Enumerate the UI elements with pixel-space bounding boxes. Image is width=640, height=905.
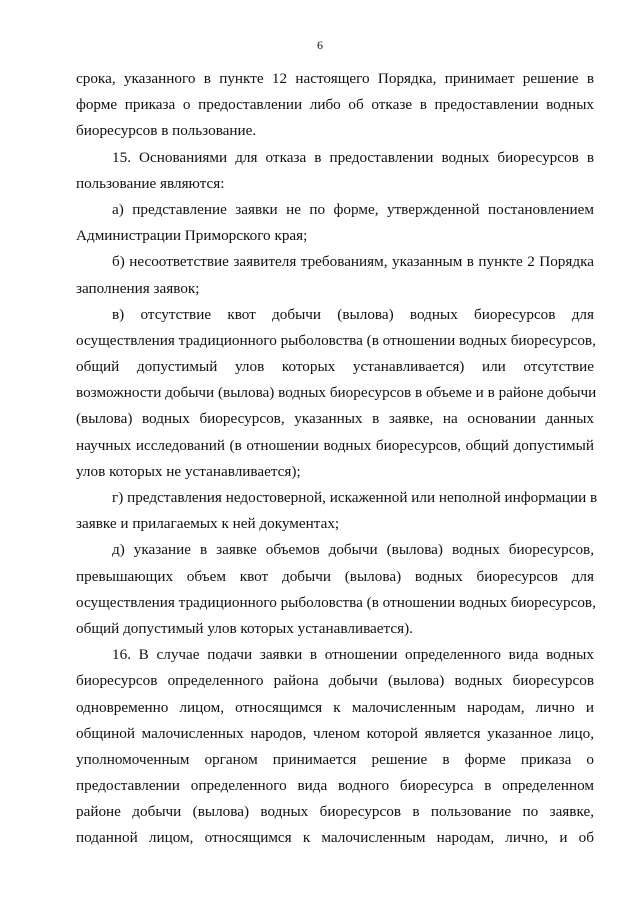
text-line: 16. В случае подачи заявки в отношении определенного вида водных <box>112 646 594 664</box>
text-line: д) указание в заявке объемов добычи (вылова) водных биоресурсов, <box>112 541 594 559</box>
page-number: 6 <box>317 38 323 52</box>
paragraph-item-15-a <box>76 197 594 249</box>
text-line: срока, указанного в пункте 12 настоящего Порядка, принимает решение в <box>76 70 594 87</box>
text-line: возможности добычи (вылова) водных биоресурсов в объеме и в районе добычи <box>76 384 597 402</box>
paragraph-item-15 <box>76 145 594 197</box>
paragraph-item-16 <box>76 642 594 852</box>
text-line: общиной малочисленных народов, членом которой является указанное лицо, <box>76 724 594 742</box>
paragraph-continuation <box>76 66 594 145</box>
text-line: (вылова) водных биоресурсов, указанных в заявке, на основании данных <box>76 410 594 428</box>
text-line: улов которых не устанавливается); <box>76 462 301 480</box>
document-body <box>76 66 598 852</box>
text-line: предоставлении определенного вида водного биоресурса в определенном <box>76 777 594 795</box>
text-line: уполномоченным органом принимается решение в форме приказа о <box>76 750 594 768</box>
text-line: осуществления традиционного рыболовства (в отношении водных биоресурсов, <box>76 331 596 349</box>
paragraph-item-15-g <box>76 485 598 537</box>
text-line: общий допустимый улов которых устанавливается) или отсутствие <box>76 358 594 376</box>
paragraph-item-15-v <box>76 302 597 485</box>
text-line: г) представления недостоверной, искаженной или неполной информации в <box>112 489 598 506</box>
paragraph-item-15-b <box>76 249 594 301</box>
text-line: одновременно лицом, относящимся к малочисленным народам, лично и <box>76 698 594 716</box>
text-line: заявке и прилагаемых к ней документах; <box>76 515 340 533</box>
text-line: Администрации Приморского края; <box>76 227 308 245</box>
text-line: биоресурсов определенного района добычи (вылова) водных биоресурсов <box>76 672 594 690</box>
text-line: форме приказа о предоставлении либо об отказе в предоставлении водных <box>76 96 594 114</box>
text-line: 15. Основаниями для отказа в предоставлении водных биоресурсов в <box>112 148 594 166</box>
text-line: в) отсутствие квот добычи (вылова) водных биоресурсов для <box>112 305 594 323</box>
text-line: поданной лицом, относящимся к малочисленным народам, лично, и об <box>76 829 594 847</box>
text-line: пользование являются: <box>76 174 225 192</box>
text-line: районе добычи (вылова) водных биоресурсов в пользование по заявке, <box>76 803 594 821</box>
text-line: превышающих объем квот добычи (вылова) водных биоресурсов для <box>76 567 594 585</box>
text-line: научных исследований (в отношении водных биоресурсов, общий допустимый <box>76 436 594 454</box>
text-line: б) несоответствие заявителя требованиям, указанным в пункте 2 Порядка <box>112 253 594 271</box>
text-line: осуществления традиционного рыболовства (в отношении водных биоресурсов, <box>76 593 596 611</box>
text-line: заполнения заявок; <box>76 279 200 297</box>
text-line: общий допустимый улов которых устанавливается). <box>76 619 413 637</box>
text-line: а) представление заявки не по форме, утвержденной постановлением <box>112 200 594 218</box>
paragraph-item-15-d <box>76 537 594 642</box>
text-line: биоресурсов в пользование. <box>76 122 257 140</box>
